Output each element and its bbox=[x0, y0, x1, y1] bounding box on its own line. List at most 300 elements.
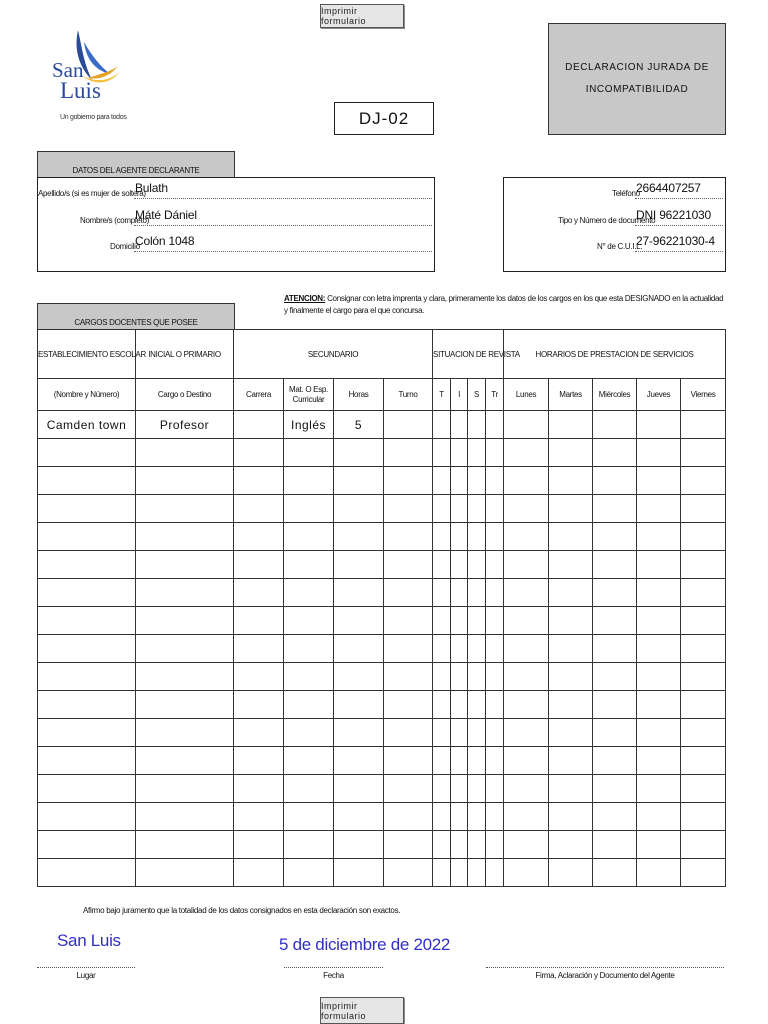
table-cell[interactable] bbox=[486, 411, 504, 439]
table-cell[interactable] bbox=[486, 551, 504, 579]
table-cell[interactable] bbox=[549, 551, 593, 579]
table-cell[interactable] bbox=[486, 747, 504, 775]
table-cell[interactable] bbox=[486, 859, 504, 887]
table-cell[interactable] bbox=[637, 691, 681, 719]
table-cell[interactable] bbox=[433, 831, 451, 859]
table-cell[interactable] bbox=[468, 411, 486, 439]
table-cell[interactable]: Profesor bbox=[136, 411, 234, 439]
table-cell[interactable] bbox=[549, 635, 593, 663]
table-cell[interactable] bbox=[384, 579, 433, 607]
table-cell[interactable] bbox=[504, 831, 549, 859]
table-cell[interactable] bbox=[468, 859, 486, 887]
table-cell[interactable] bbox=[504, 719, 549, 747]
table-cell[interactable] bbox=[384, 523, 433, 551]
surname-label: Apellido/s (si es mujer de soltera) bbox=[38, 189, 146, 198]
table-cell[interactable] bbox=[136, 439, 234, 467]
table-cell[interactable] bbox=[234, 439, 284, 467]
place-field[interactable]: San Luis bbox=[57, 931, 121, 950]
table-cell[interactable] bbox=[433, 803, 451, 831]
table-cell[interactable] bbox=[549, 719, 593, 747]
table-cell[interactable] bbox=[486, 439, 504, 467]
table-cell[interactable] bbox=[468, 467, 486, 495]
table-cell[interactable] bbox=[468, 635, 486, 663]
table-cell[interactable] bbox=[334, 691, 384, 719]
table-cell[interactable] bbox=[38, 691, 136, 719]
print-form-button-top[interactable] bbox=[320, 4, 404, 28]
table-cell[interactable] bbox=[136, 775, 234, 803]
table-cell[interactable] bbox=[549, 775, 593, 803]
table-cell[interactable] bbox=[451, 803, 468, 831]
table-row bbox=[38, 551, 726, 579]
table-cell[interactable] bbox=[284, 635, 334, 663]
table-cell[interactable] bbox=[593, 551, 637, 579]
table-cell[interactable] bbox=[284, 607, 334, 635]
table-cell[interactable] bbox=[504, 775, 549, 803]
table-cell[interactable] bbox=[384, 859, 433, 887]
table-cell[interactable] bbox=[504, 607, 549, 635]
table-cell[interactable] bbox=[549, 523, 593, 551]
table-cell[interactable] bbox=[504, 495, 549, 523]
table-cell[interactable] bbox=[38, 831, 136, 859]
table-cell[interactable] bbox=[334, 747, 384, 775]
table-cell[interactable] bbox=[433, 467, 451, 495]
table-cell[interactable] bbox=[637, 747, 681, 775]
table-cell[interactable] bbox=[451, 859, 468, 887]
table-cell[interactable] bbox=[234, 579, 284, 607]
table-cell[interactable] bbox=[433, 691, 451, 719]
table-cell[interactable] bbox=[384, 467, 433, 495]
column-header: S bbox=[468, 379, 486, 411]
table-cell[interactable] bbox=[38, 551, 136, 579]
table-cell[interactable] bbox=[136, 719, 234, 747]
table-cell[interactable] bbox=[334, 775, 384, 803]
table-cell[interactable] bbox=[284, 579, 334, 607]
table-cell[interactable] bbox=[681, 859, 726, 887]
table-cell[interactable] bbox=[681, 691, 726, 719]
table-cell[interactable] bbox=[486, 495, 504, 523]
table-cell[interactable] bbox=[284, 467, 334, 495]
table-cell[interactable] bbox=[384, 831, 433, 859]
table-cell[interactable] bbox=[637, 775, 681, 803]
print-form-button-bottom[interactable] bbox=[320, 997, 404, 1024]
column-header: I bbox=[451, 379, 468, 411]
table-cell[interactable] bbox=[284, 551, 334, 579]
table-cell[interactable] bbox=[234, 523, 284, 551]
table-cell[interactable] bbox=[433, 747, 451, 775]
address-label: Domicilio bbox=[110, 242, 140, 251]
table-cell[interactable] bbox=[504, 551, 549, 579]
table-cell[interactable] bbox=[234, 747, 284, 775]
table-cell[interactable] bbox=[681, 663, 726, 691]
table-cell[interactable] bbox=[334, 579, 384, 607]
table-cell[interactable] bbox=[38, 663, 136, 691]
table-cell[interactable] bbox=[681, 607, 726, 635]
table-cell[interactable] bbox=[468, 439, 486, 467]
table-cell[interactable] bbox=[433, 859, 451, 887]
attention-note bbox=[284, 293, 724, 317]
table-cell[interactable] bbox=[504, 411, 549, 439]
table-cell[interactable] bbox=[681, 775, 726, 803]
table-cell[interactable] bbox=[637, 831, 681, 859]
table-cell[interactable] bbox=[637, 803, 681, 831]
table-cell[interactable] bbox=[681, 747, 726, 775]
table-cell[interactable] bbox=[504, 635, 549, 663]
table-cell[interactable] bbox=[234, 859, 284, 887]
table-cell[interactable] bbox=[451, 551, 468, 579]
table-cell[interactable] bbox=[593, 523, 637, 551]
table-cell[interactable] bbox=[681, 579, 726, 607]
table-cell[interactable] bbox=[504, 747, 549, 775]
address-underline bbox=[134, 251, 432, 252]
table-cell[interactable] bbox=[384, 551, 433, 579]
table-cell[interactable] bbox=[681, 411, 726, 439]
table-cell[interactable] bbox=[637, 719, 681, 747]
table-cell[interactable] bbox=[433, 775, 451, 803]
table-cell[interactable] bbox=[284, 719, 334, 747]
table-cell[interactable] bbox=[384, 803, 433, 831]
table-cell[interactable] bbox=[451, 635, 468, 663]
table-cell[interactable] bbox=[234, 775, 284, 803]
table-cell[interactable]: Inglés bbox=[284, 411, 334, 439]
table-cell[interactable] bbox=[284, 803, 334, 831]
table-cell[interactable] bbox=[234, 635, 284, 663]
table-cell[interactable] bbox=[637, 523, 681, 551]
table-cell[interactable] bbox=[637, 607, 681, 635]
table-cell[interactable] bbox=[136, 831, 234, 859]
table-cell[interactable] bbox=[468, 495, 486, 523]
table-cell[interactable] bbox=[384, 411, 433, 439]
table-cell[interactable] bbox=[468, 663, 486, 691]
place-label: Lugar bbox=[76, 971, 96, 980]
cuil-label: N° de C.U.I.L. bbox=[597, 242, 643, 251]
name-field[interactable]: Máté Dániel bbox=[135, 208, 197, 222]
table-cell[interactable] bbox=[549, 859, 593, 887]
place-line bbox=[37, 967, 135, 968]
table-cell[interactable] bbox=[468, 831, 486, 859]
table-cell[interactable] bbox=[681, 495, 726, 523]
table-cell[interactable] bbox=[451, 411, 468, 439]
table-cell[interactable] bbox=[468, 579, 486, 607]
table-cell[interactable] bbox=[681, 719, 726, 747]
table-row bbox=[38, 831, 726, 859]
table-cell[interactable] bbox=[433, 523, 451, 551]
table-cell[interactable] bbox=[136, 803, 234, 831]
table-cell[interactable] bbox=[433, 439, 451, 467]
table-cell[interactable] bbox=[593, 467, 637, 495]
table-cell[interactable] bbox=[486, 691, 504, 719]
table-cell[interactable] bbox=[681, 635, 726, 663]
signature-label: Firma, Aclaración y Documento del Agente bbox=[535, 971, 675, 980]
table-cell[interactable] bbox=[486, 579, 504, 607]
table-cell[interactable] bbox=[593, 495, 637, 523]
table-cell[interactable] bbox=[549, 747, 593, 775]
table-cell[interactable] bbox=[451, 691, 468, 719]
table-cell[interactable] bbox=[234, 495, 284, 523]
table-cell[interactable] bbox=[38, 719, 136, 747]
table-cell[interactable] bbox=[593, 663, 637, 691]
table-row bbox=[38, 663, 726, 691]
table-cell[interactable] bbox=[593, 691, 637, 719]
table-cell[interactable] bbox=[504, 439, 549, 467]
table-cell[interactable] bbox=[384, 607, 433, 635]
table-cell[interactable] bbox=[468, 775, 486, 803]
table-cell[interactable] bbox=[334, 523, 384, 551]
table-cell[interactable] bbox=[334, 607, 384, 635]
table-cell[interactable] bbox=[681, 467, 726, 495]
table-cell[interactable] bbox=[637, 859, 681, 887]
table-cell[interactable] bbox=[334, 803, 384, 831]
table-cell[interactable] bbox=[38, 523, 136, 551]
table-cell[interactable] bbox=[593, 803, 637, 831]
table-cell[interactable] bbox=[334, 719, 384, 747]
date-field[interactable]: 5 de diciembre de 2022 bbox=[279, 935, 451, 954]
agent-section-title: DATOS DEL AGENTE DECLARANTE bbox=[72, 166, 200, 175]
table-cell[interactable] bbox=[637, 579, 681, 607]
table-cell[interactable] bbox=[468, 803, 486, 831]
table-cell[interactable] bbox=[486, 719, 504, 747]
table-cell[interactable] bbox=[384, 635, 433, 663]
table-cell[interactable] bbox=[136, 691, 234, 719]
table-cell[interactable] bbox=[486, 831, 504, 859]
document-label: Tipo y Número de documento bbox=[558, 216, 656, 225]
column-header: Jueves bbox=[637, 379, 681, 411]
table-cell[interactable] bbox=[284, 691, 334, 719]
table-cell[interactable] bbox=[549, 495, 593, 523]
table-cell[interactable] bbox=[549, 579, 593, 607]
table-cell[interactable] bbox=[433, 635, 451, 663]
table-cell[interactable] bbox=[433, 551, 451, 579]
table-cell[interactable] bbox=[681, 803, 726, 831]
table-cell[interactable] bbox=[38, 467, 136, 495]
table-cell[interactable] bbox=[486, 663, 504, 691]
table-cell[interactable] bbox=[504, 803, 549, 831]
table-cell[interactable] bbox=[384, 747, 433, 775]
table-cell[interactable] bbox=[234, 691, 284, 719]
table-cell[interactable] bbox=[593, 607, 637, 635]
table-cell[interactable] bbox=[549, 831, 593, 859]
table-cell[interactable] bbox=[234, 551, 284, 579]
table-cell[interactable] bbox=[384, 691, 433, 719]
table-row bbox=[38, 607, 726, 635]
table-cell[interactable] bbox=[681, 551, 726, 579]
table-row bbox=[38, 775, 726, 803]
table-cell[interactable] bbox=[384, 495, 433, 523]
table-cell[interactable] bbox=[433, 411, 451, 439]
table-cell[interactable] bbox=[284, 859, 334, 887]
phone-field[interactable]: 2664407257 bbox=[636, 181, 701, 195]
table-cell[interactable] bbox=[234, 831, 284, 859]
table-cell[interactable] bbox=[284, 775, 334, 803]
cuil-field[interactable]: 27-96221030-4 bbox=[636, 234, 715, 248]
table-cell[interactable] bbox=[637, 635, 681, 663]
table-cell[interactable] bbox=[593, 439, 637, 467]
table-cell[interactable]: 5 bbox=[334, 411, 384, 439]
table-cell[interactable] bbox=[451, 831, 468, 859]
table-cell[interactable] bbox=[681, 523, 726, 551]
table-cell[interactable] bbox=[334, 495, 384, 523]
table-cell[interactable] bbox=[234, 607, 284, 635]
table-cell[interactable] bbox=[433, 663, 451, 691]
date-label: Fecha bbox=[323, 971, 344, 980]
table-row bbox=[38, 859, 726, 887]
surname-field[interactable]: Bulath bbox=[135, 181, 168, 195]
table-cell[interactable] bbox=[433, 719, 451, 747]
table-cell[interactable] bbox=[136, 579, 234, 607]
table-cell[interactable] bbox=[486, 635, 504, 663]
table-cell[interactable] bbox=[284, 439, 334, 467]
table-cell[interactable] bbox=[136, 495, 234, 523]
table-column-header-row bbox=[38, 379, 726, 411]
table-cell[interactable] bbox=[593, 411, 637, 439]
table-cell[interactable] bbox=[451, 607, 468, 635]
table-cell[interactable] bbox=[38, 579, 136, 607]
table-cell[interactable] bbox=[681, 439, 726, 467]
table-cell[interactable] bbox=[468, 607, 486, 635]
table-cell[interactable] bbox=[334, 831, 384, 859]
table-row bbox=[38, 719, 726, 747]
table-cell[interactable] bbox=[549, 607, 593, 635]
name-label: Nombre/s (completo) bbox=[80, 216, 149, 225]
table-cell[interactable] bbox=[549, 803, 593, 831]
table-cell[interactable] bbox=[38, 439, 136, 467]
affirmation-text: Afirmo bajo juramento que la totalidad de los datos consignados en esta declaración son exactos. bbox=[83, 906, 401, 915]
table-cell[interactable] bbox=[549, 439, 593, 467]
table-cell[interactable] bbox=[593, 635, 637, 663]
table-cell[interactable] bbox=[284, 523, 334, 551]
table-cell[interactable] bbox=[504, 523, 549, 551]
column-header: Turno bbox=[384, 379, 433, 411]
table-cell[interactable] bbox=[486, 607, 504, 635]
table-cell[interactable] bbox=[451, 775, 468, 803]
table-cell[interactable] bbox=[284, 747, 334, 775]
table-cell[interactable] bbox=[451, 439, 468, 467]
table-cell[interactable] bbox=[468, 523, 486, 551]
table-cell[interactable] bbox=[38, 775, 136, 803]
table-cell[interactable] bbox=[637, 467, 681, 495]
table-cell[interactable] bbox=[549, 411, 593, 439]
agent-section-header bbox=[37, 151, 235, 178]
table-cell[interactable] bbox=[38, 859, 136, 887]
document-field[interactable]: DNI 96221030 bbox=[636, 208, 711, 222]
table-cell[interactable] bbox=[549, 467, 593, 495]
table-cell[interactable] bbox=[334, 467, 384, 495]
table-cell[interactable] bbox=[504, 859, 549, 887]
table-cell[interactable] bbox=[136, 747, 234, 775]
table-cell[interactable] bbox=[136, 859, 234, 887]
table-cell[interactable] bbox=[433, 579, 451, 607]
table-cell[interactable] bbox=[334, 663, 384, 691]
table-cell[interactable] bbox=[504, 663, 549, 691]
table-cell[interactable] bbox=[593, 719, 637, 747]
table-cell[interactable] bbox=[681, 831, 726, 859]
column-header: Lunes bbox=[504, 379, 549, 411]
table-cell[interactable] bbox=[234, 719, 284, 747]
table-cell[interactable] bbox=[384, 439, 433, 467]
table-cell[interactable] bbox=[334, 859, 384, 887]
table-cell[interactable] bbox=[637, 495, 681, 523]
table-cell[interactable] bbox=[136, 607, 234, 635]
table-cell[interactable] bbox=[38, 747, 136, 775]
table-cell[interactable] bbox=[234, 411, 284, 439]
table-cell[interactable] bbox=[637, 551, 681, 579]
table-cell[interactable] bbox=[334, 551, 384, 579]
table-cell[interactable] bbox=[504, 467, 549, 495]
table-cell[interactable] bbox=[433, 495, 451, 523]
table-cell[interactable] bbox=[451, 579, 468, 607]
table-cell[interactable] bbox=[234, 663, 284, 691]
table-cell[interactable] bbox=[637, 663, 681, 691]
column-header: Horas bbox=[334, 379, 384, 411]
table-cell[interactable] bbox=[234, 467, 284, 495]
table-cell[interactable] bbox=[593, 831, 637, 859]
table-cell[interactable] bbox=[38, 803, 136, 831]
table-cell[interactable] bbox=[433, 607, 451, 635]
table-cell[interactable] bbox=[38, 607, 136, 635]
table-cell[interactable] bbox=[549, 691, 593, 719]
table-cell[interactable] bbox=[486, 523, 504, 551]
table-cell[interactable] bbox=[468, 691, 486, 719]
table-cell[interactable] bbox=[486, 803, 504, 831]
table-cell[interactable] bbox=[593, 579, 637, 607]
table-cell[interactable] bbox=[284, 495, 334, 523]
table-cell[interactable] bbox=[468, 719, 486, 747]
table-cell[interactable] bbox=[136, 663, 234, 691]
table-cell[interactable] bbox=[549, 663, 593, 691]
address-field[interactable]: Colón 1048 bbox=[135, 234, 195, 248]
table-cell[interactable] bbox=[136, 635, 234, 663]
table-cell[interactable] bbox=[136, 467, 234, 495]
table-cell[interactable] bbox=[593, 747, 637, 775]
table-cell[interactable] bbox=[637, 411, 681, 439]
table-cell[interactable] bbox=[334, 439, 384, 467]
table-row bbox=[38, 411, 726, 439]
table-cell[interactable]: Camden town bbox=[38, 411, 136, 439]
table-cell[interactable] bbox=[384, 775, 433, 803]
table-cell[interactable] bbox=[384, 663, 433, 691]
table-cell[interactable] bbox=[136, 523, 234, 551]
table-cell[interactable] bbox=[38, 495, 136, 523]
table-cell[interactable] bbox=[504, 579, 549, 607]
table-cell[interactable] bbox=[504, 691, 549, 719]
table-cell[interactable] bbox=[451, 495, 468, 523]
signature-line bbox=[486, 967, 724, 968]
table-cell[interactable] bbox=[334, 635, 384, 663]
column-header: T bbox=[433, 379, 451, 411]
table-cell[interactable] bbox=[593, 775, 637, 803]
table-cell[interactable] bbox=[284, 831, 334, 859]
column-header: Martes bbox=[549, 379, 593, 411]
table-cell[interactable] bbox=[468, 747, 486, 775]
table-cell[interactable] bbox=[136, 551, 234, 579]
table-cell[interactable] bbox=[234, 803, 284, 831]
san-luis-logo bbox=[48, 28, 128, 128]
table-cell[interactable] bbox=[451, 663, 468, 691]
table-cell[interactable] bbox=[468, 551, 486, 579]
table-cell[interactable] bbox=[38, 635, 136, 663]
table-cell[interactable] bbox=[451, 467, 468, 495]
table-cell[interactable] bbox=[637, 439, 681, 467]
document-underline bbox=[635, 225, 723, 226]
table-cell[interactable] bbox=[486, 775, 504, 803]
table-cell[interactable] bbox=[486, 467, 504, 495]
table-cell[interactable] bbox=[451, 523, 468, 551]
column-header: Tr bbox=[486, 379, 504, 411]
table-cell[interactable] bbox=[451, 747, 468, 775]
table-cell[interactable] bbox=[593, 859, 637, 887]
table-cell[interactable] bbox=[384, 719, 433, 747]
table-cell[interactable] bbox=[451, 719, 468, 747]
table-cell[interactable] bbox=[284, 663, 334, 691]
